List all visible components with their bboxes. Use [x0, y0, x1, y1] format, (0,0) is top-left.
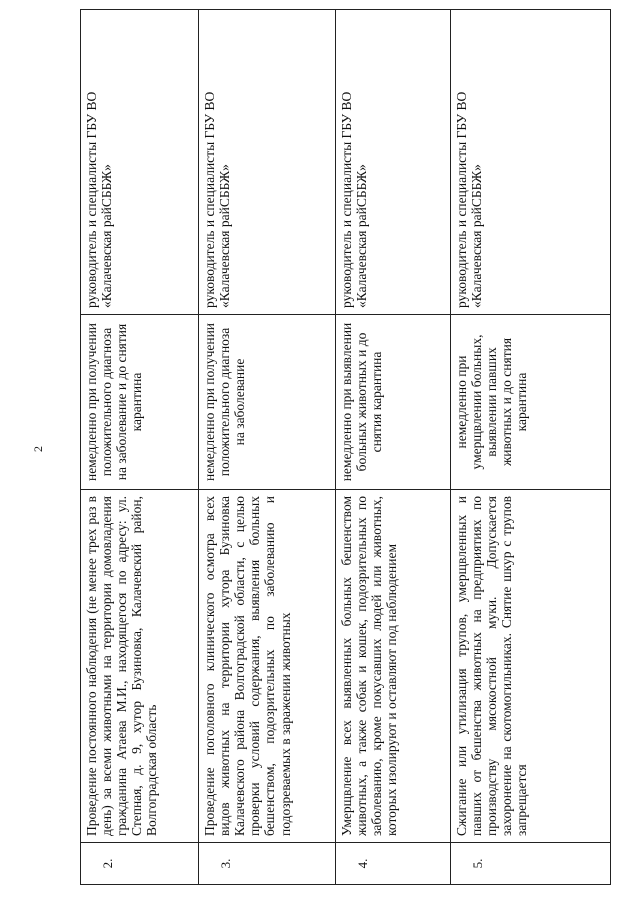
action-cell: Проведение поголовного клинического осмотра всех видов животных на территории хутора Бузиновка Калачевского района Волгоградской области, с целью проверки условий содержания, выявления больных бешенством, подозрительных по заболеванию и подозреваемых в заражении животных	[199, 490, 336, 843]
page-number: 2	[31, 446, 45, 452]
table-row	[451, 10, 611, 885]
row-number: 5.	[451, 843, 611, 885]
responsible-cell: руководитель и специалисты ГБУ ВО «Калачевская райСББЖ»	[199, 10, 336, 315]
term-cell: немедленно при получении положительного диагноза на заболевание	[199, 315, 336, 490]
action-cell: Проведение постоянного наблюдения (не менее трех раз в день) за всеми животными на территории домовладения гражданина Атаева М.И., находящегося по адресу: ул. Степная, д. 9, хутор Бузиновка, Калачевский район, Волгоградская область	[81, 490, 199, 843]
action-cell: Умерщвление всех выявленных больных бешенством животных, а также собак и кошек, подозрительных по заболеванию, кроме покусавших людей или животных, которых изолируют и оставляют под наблюдением	[336, 490, 451, 843]
table-row	[336, 10, 451, 885]
term-cell: немедленно при умерщвлении больных, выявлении павших животных и до снятия карантина	[451, 315, 611, 490]
responsible-cell: руководитель и специалисты ГБУ ВО «Калачевская райСББЖ»	[336, 10, 451, 315]
row-number: 2.	[81, 843, 199, 885]
row-number: 4.	[336, 843, 451, 885]
row-number: 3.	[199, 843, 336, 885]
responsible-cell: руководитель и специалисты ГБУ ВО «Калачевская райСББЖ»	[81, 10, 199, 315]
responsible-cell: руководитель и специалисты ГБУ ВО «Калачевская райСББЖ»	[451, 10, 611, 315]
term-cell: немедленно при выявлении больных животных и до снятия карантина	[336, 315, 451, 490]
rotated-table-wrapper	[80, 10, 610, 885]
measures-table	[80, 9, 611, 885]
term-cell: немедленно при получении положительного диагноза на заболевание и до снятия карантина	[81, 315, 199, 490]
table-row	[199, 10, 336, 885]
table-row	[81, 10, 199, 885]
action-cell: Сжигание или утилизация трупов, умерщвленных и павших от бешенства животных на предприятиях по производству мясокостной муки. Допускается захоронение на скотомогильниках. Снятие шкур с трупов запрещается	[451, 490, 611, 843]
